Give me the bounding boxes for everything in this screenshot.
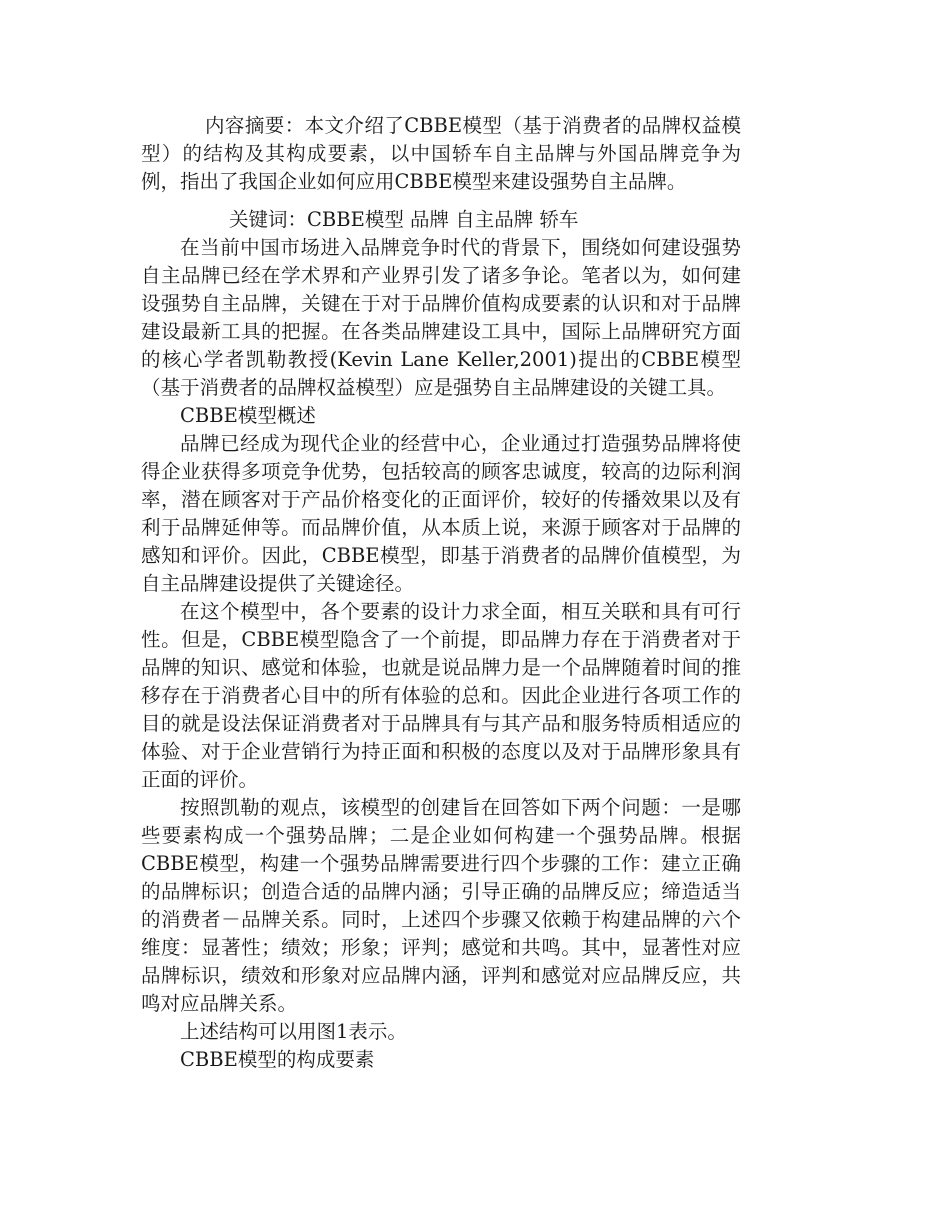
abstract: 内容摘要：本文介绍了CBBE模型（基于消费者的品牌权益模型）的结构及其构成要素，以中国轿车自主品牌与外国品牌竞争为例，指出了我国企业如何应用CBBE模型来建设强势自主品牌。	[141, 114, 741, 193]
section-heading-overview: CBBE模型概述	[180, 404, 316, 427]
intro-paragraph: 在当前中国市场进入品牌竞争时代的背景下，围绕如何建设强势自主品牌已经在学术界和产业界引发了诸多争论。笔者以为，如何建设强势自主品牌，关键在于对于品牌价值构成要素的认识和对于品牌建设最新工具的把握。在各类品牌建设工具中，国际上品牌研究方面的核心学者凯勒教授(Kevin Lane Keller,2001)提出的CBBE模型（基于消费者的品牌权益模型）应是强势自主品牌建设的关键工具。	[141, 236, 741, 399]
document-page	[141, 112, 741, 1074]
keywords: 关键词：CBBE模型 品牌 自主品牌 轿车	[229, 208, 579, 231]
figure-reference: 上述结构可以用图1表示。	[180, 1020, 407, 1043]
section-heading-elements: CBBE模型的构成要素	[180, 1048, 375, 1071]
body-paragraph: 在这个模型中，各个要素的设计力求全面，相互关联和具有可行性。但是，CBBE模型隐含了一个前提，即品牌力存在于消费者对于品牌的知识、感觉和体验，也就是说品牌力是一个品牌随着时间的推移存在于消费者心目中的所有体验的总和。因此企业进行各项工作的目的就是设法保证消费者对于品牌具有与其产品和服务特质相适应的体验、对于企业营销行为持正面和积极的态度以及对于品牌形象具有正面的评价。	[141, 600, 741, 791]
body-paragraph: 按照凯勒的观点，该模型的创建旨在回答如下两个问题：一是哪些要素构成一个强势品牌；二是企业如何构建一个强势品牌。根据CBBE模型，构建一个强势品牌需要进行四个步骤的工作：建立正确的品牌标识；创造合适的品牌内涵；引导正确的品牌反应；缔造适当的消费者－品牌关系。同时，上述四个步骤又依赖于构建品牌的六个维度：显著性；绩效；形象；评判；感觉和共鸣。其中，显著性对应品牌标识，绩效和形象对应品牌内涵，评判和感觉对应品牌反应，共鸣对应品牌关系。	[141, 796, 741, 1015]
body-paragraph: 品牌已经成为现代企业的经营中心，企业通过打造强势品牌将使得企业获得多项竞争优势，包括较高的顾客忠诚度，较高的边际利润率，潜在顾客对于产品价格变化的正面评价，较好的传播效果以及有利于品牌延伸等。而品牌价值，从本质上说，来源于顾客对于品牌的感知和评价。因此，CBBE模型，即基于消费者的品牌价值模型，为自主品牌建设提供了关键途径。	[141, 432, 741, 595]
